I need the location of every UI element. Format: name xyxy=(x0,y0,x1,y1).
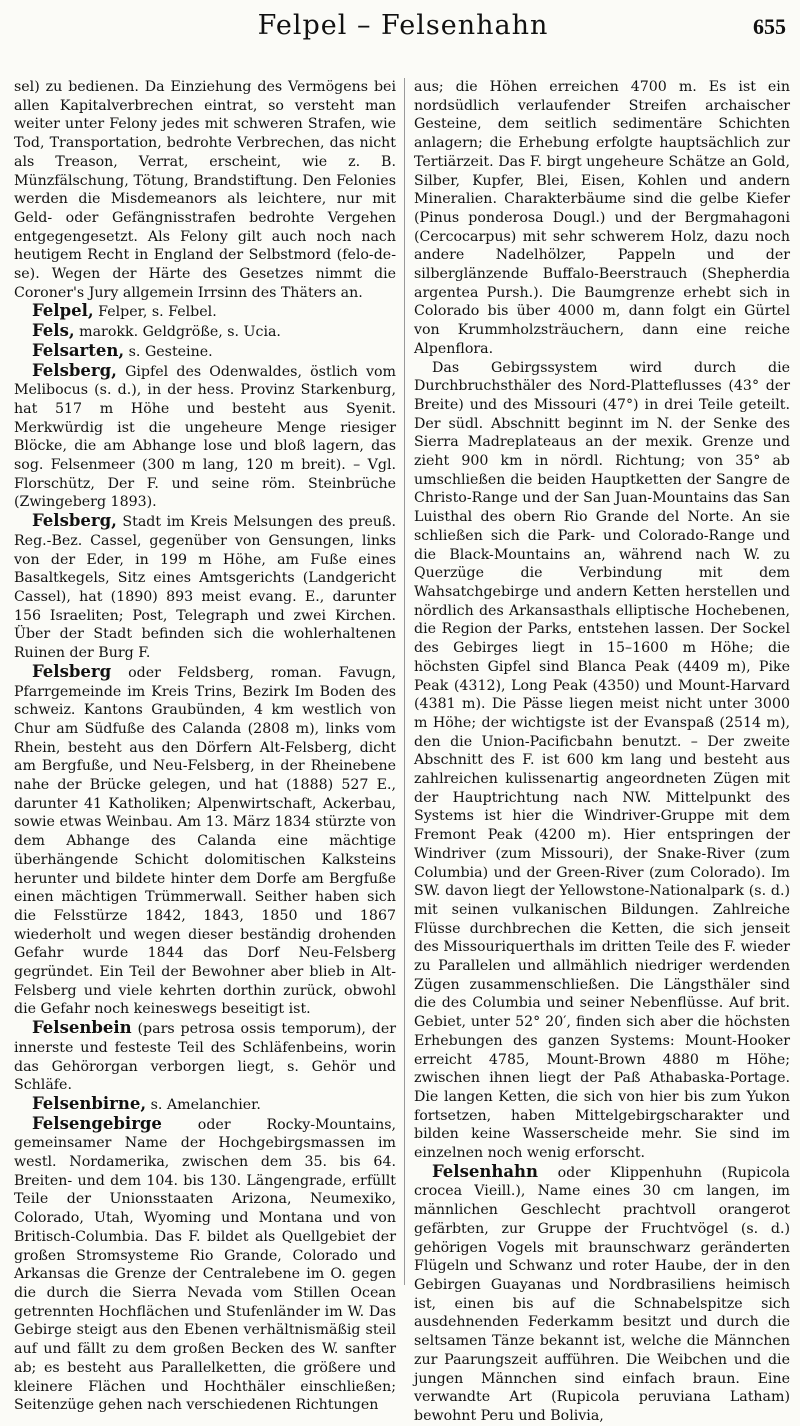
entry-felpel xyxy=(14,302,396,322)
paragraph-gebirgssystem xyxy=(414,359,790,1163)
entry-text: s. Amelanchier. xyxy=(150,1096,261,1113)
entry-text: Gipfel des Odenwaldes, östlich vom Melibocus (s. d.), in der hess. Provinz Starkenburg, hat 517 m Höhe und besteht aus Syenit. Merkwürdig ist die ungeheure Menge riesiger Blöcke, die am Abhange lose und bloß lagern, das sog. Felsenmeer (300 m lang, 120 m breit). – Vgl. Florschütz, Der F. und seine röm. Steinbrüche (Zwingeberg 1893). xyxy=(14,363,396,511)
entry-felsenhahn xyxy=(414,1163,790,1426)
entry-lemma: Felsberg, xyxy=(32,511,117,531)
entry-text: s. Gesteine. xyxy=(128,343,213,360)
entry-text: oder Rocky-Mountains, gemeinsamer Name der Hochgebirgsmassen im westl. Nordamerika, zwischen dem 35. bis 64. Breiten- und dem 104. bis 130. Längengrade, erfüllt Teile der Unionsstaaten Arizona, Neumexiko, Colorado, Utah, Wyoming und Montana und von Britisch-Columbia. Das F. bildet als Quellgebiet der großen Stromsysteme Rio Grande, Colorado und Arkansas die Grenze der Centralebene im O. gegen die durch die Sierra Nevada vom Stillen Ocean getrennten Hochflächen und Stufenländer im W. Das Gebirge steigt aus den Ebenen verhältnismäßig steil auf und fällt zu dem großen Becken des W. sanfter ab; es besteht aus Parallelketten, die größere und kleinere Flächen und Hochthäler einschließen; Seitenzüge gehen nach verschiedenen Richtungen xyxy=(14,1116,396,1414)
entry-felsberg-graubuenden xyxy=(14,663,396,1019)
entry-felsenbirne xyxy=(14,1095,396,1115)
page-header xyxy=(16,6,790,46)
entry-text: aus; die Höhen erreichen 4700 m. Es ist ein nordsüdlich verlaufender Streifen archaischer Gesteine, dem seitlich sedimentäre Schichten anlagern; die Erhebung erfolgte hauptsächlich zur Tertiärzeit. Das F. birgt ungeheure Schätze an Gold, Silber, Kupfer, Blei, Eisen, Kohlen und andern Mineralien. Charakterbäume sind die gelbe Kiefer (Pinus ponderosa Dougl.) und der Bergmahagoni (Cercocarpus) mit sehr schwerem Holz, dazu noch andere Nadelhölzer, Pappeln und der silberglänzende Buffalo-Beerstrauch (Shepherdia argentea Pursh.). Die Baumgrenze erhebt sich in Colorado bis über 4000 m, dann folgt ein Gürtel von Krummholzsträuchern, dann eine reiche Alpenflora. xyxy=(414,79,790,357)
entry-lemma: Felsenhahn xyxy=(432,1161,539,1181)
entry-felsengebirge xyxy=(14,1115,396,1415)
entry-felsarten xyxy=(14,342,396,362)
entry-text: oder Klippenhuhn (Rupicola crocea Vieill.), Name eines 30 cm langen, im männlichen Geschlecht prachtvoll orangerot gefärbten, zur Gruppe der Fruchtvögel (s. d.) gehörigen Vogels mit braunschwarz geränderten Flügeln und Schwanz und roter Haube, der in den Gebirgen Guayanas und Nordbrasiliens heimisch ist, einen bis auf die Schnabelspitze sich ausdehnenden Federkamm besitzt und durch die seltsamen Tänze bekannt ist, welche die Männchen zur Paarungszeit aufführen. Die Weibchen und die jungen Männchen sind einfach braun. Eine verwandte Art (Rupicola peruviana Latham) bewohnt Peru und Bolivia, xyxy=(414,1164,790,1424)
column-divider xyxy=(404,78,405,1285)
entry-continuation xyxy=(414,78,790,359)
entry-lemma: Felpel, xyxy=(32,301,94,321)
entry-text: marokk. Geldgröße, s. Ucia. xyxy=(79,324,281,341)
entry-continuation xyxy=(14,78,396,302)
entry-lemma: Fels, xyxy=(32,321,75,341)
left-column xyxy=(14,78,396,1414)
entry-text: sel) zu bedienen. Da Einziehung des Vermögens bei allen Kapitalverbrechen eintrat, so versteht man weiter unter Felony jedes mit schweren Strafen, wie Tod, Transportation, bedrohte Verbrechen, das nicht als Treason, Verrat, erscheint, wie z. B. Münzfälschung, Tötung, Brandstiftung. Den Felonies werden die Misdemeanors als leichtere, nur mit Geld- oder Gefängnisstrafen bedrohte Vergehen entgegengesetzt. Als Felony gilt auch noch nach heutigem Recht in England der Selbstmord (felo-de-se). Wegen der Härte des Gesetzes nimmt die Coroner's Jury allgemein Irrsinn des Thäters an. xyxy=(14,79,396,301)
page-number: 655 xyxy=(753,14,786,39)
running-title: Felpel – Felsenhahn xyxy=(257,10,549,41)
right-column xyxy=(414,78,790,1424)
entry-fels xyxy=(14,322,396,342)
entry-felsberg-stadt xyxy=(14,512,396,663)
entry-lemma: Felsberg xyxy=(32,661,112,681)
entry-lemma: Felsengebirge xyxy=(32,1113,162,1133)
entry-text: Das Gebirgssystem wird durch die Durchbruchsthäler des Nord-Platteflusses (43° der Breite) und des Missouri (47°) in drei Teile geteilt. Der südl. Abschnitt beginnt im N. der Senke des Sierra Madreplateaus an der mexik. Grenze und zieht 900 km in nördl. Richtung; von 35° ab umschließen die beiden Hauptketten der Sangre de Christo-Range und der San Juan-Mountains das San Luisthal des obern Rio Grande del Norte. An sie schließen sich die Park- und Colorado-Range und die Black-Mountains an, während nach W. zu Querzüge die Verbindung mit dem Wahsatchgebirge und andern Ketten herstellen und nördlich des Arkansasthals elliptische Hochebenen, die Region der Parks, entstehen lassen. Der Sockel des Gebirges liegt in 15–1600 m Höhe; die höchsten Gipfel sind Blanca Peak (4409 m), Pike Peak (4312), Long Peak (4350) und Mount-Harvard (4381 m). Die Pässe liegen meist nicht unter 3000 m Höhe; der wichtigste ist der Evanspaß (2514 m), den die Union-Pacificbahn benutzt. – Der zweite Abschnitt des F. ist 600 km lang und besteht aus zahlreichen kulissenartig angeordneten Zügen mit der Hauptrichtung nach NW. Mittelpunkt des Systems ist hier die Windriver-Gruppe mit dem Fremont Peak (4200 m). Hier entspringen der Windriver (zum Missouri), der Snake-River (zum Columbia) und der Green-River (zum Colorado). Im SW. davon liegt der Yellowstone-Nationalpark (s. d.) mit seinen vulkanischen Bildungen. Zahlreiche Flüsse durchbrechen die Ketten, die sich jenseit des Missouriquerthals im dritten Teile des F. wieder zu Parallelen und allmählich niedriger werdenden Zügen zusammenschließen. Die Längsthäler sind die des Columbia und seiner Nebenflüsse. Auf brit. Gebiet, unter 52° 20′, finden sich aber die höchsten Erhebungen des ganzen Systems: Mount-Hooker erreicht 4785, Mount-Brown 4880 m Höhe; zwischen ihnen liegt der Paß Athabaska-Portage. Die langen Ketten, die sich von hier bis zum Yukon fortsetzen, haben Mittelgebirgscharakter und bilden keine Wasserscheide mehr. Sie sind im einzelnen noch wenig erforscht. xyxy=(414,359,790,1162)
entry-lemma: Felsenbein xyxy=(32,1018,132,1038)
entry-lemma: Felsenbirne, xyxy=(32,1093,147,1113)
entry-lemma: Felsarten, xyxy=(32,340,125,360)
entry-text: oder Feldsberg, roman. Favugn, Pfarrgemeinde im Kreis Trins, Bezirk Im Boden des schweiz. Kantons Graubünden, 4 km westlich von Chur am Südfuße des Calanda (2808 m), links vom Rhein, besteht aus den Dörfern Alt-Felsberg, dicht am Bergfuße, und Neu-Felsberg, in der Rheinebene nahe der Brücke gelegen, und hat (1888) 527 E., darunter 41 Katholiken; Alpenwirtschaft, Ackerbau, sowie etwas Weinbau. Am 13. März 1834 stürzte von dem Abhange des Calanda eine mächtige überhängende Schicht dolomitischen Kalksteins herunter und bildete hinter dem Dorfe am Bergfuße einen mächtigen Trümmerwall. Seither haben sich die Felsstürze 1842, 1843, 1850 und 1867 wiederholt und wegen dieser beständig drohenden Gefahr wurde 1844 das Dorf Neu-Felsberg gegründet. Ein Teil der Bewohner aber blieb in Alt-Felsberg und viele kehrten dorthin zurück, obwohl die Gefahr noch keineswegs beseitigt ist. xyxy=(14,664,396,1018)
entry-text: Felper, s. Felbel. xyxy=(98,304,217,321)
entry-text: (pars petrosa ossis temporum), der innerste und festeste Teil des Schläfenbeins, worin das Gehörorgan verborgen liegt, s. Gehör und Schläfe. xyxy=(14,1021,396,1094)
entry-lemma: Felsberg, xyxy=(32,360,117,380)
entry-felsenbein xyxy=(14,1019,396,1095)
entry-felsberg-odenwald xyxy=(14,362,396,513)
entry-text: Stadt im Kreis Melsungen des preuß. Reg.-Bez. Cassel, gegenüber von Gensungen, links von der Eder, in 199 m Höhe, am Fuße eines Basaltkegels, Sitz eines Amtsgerichts (Landgericht Cassel), hat (1890) 893 meist evang. E., darunter 156 Israeliten; Post, Telegraph und zwei Kirchen. Über der Stadt befinden sich die wohlerhaltenen Ruinen der Burg F. xyxy=(14,514,396,662)
